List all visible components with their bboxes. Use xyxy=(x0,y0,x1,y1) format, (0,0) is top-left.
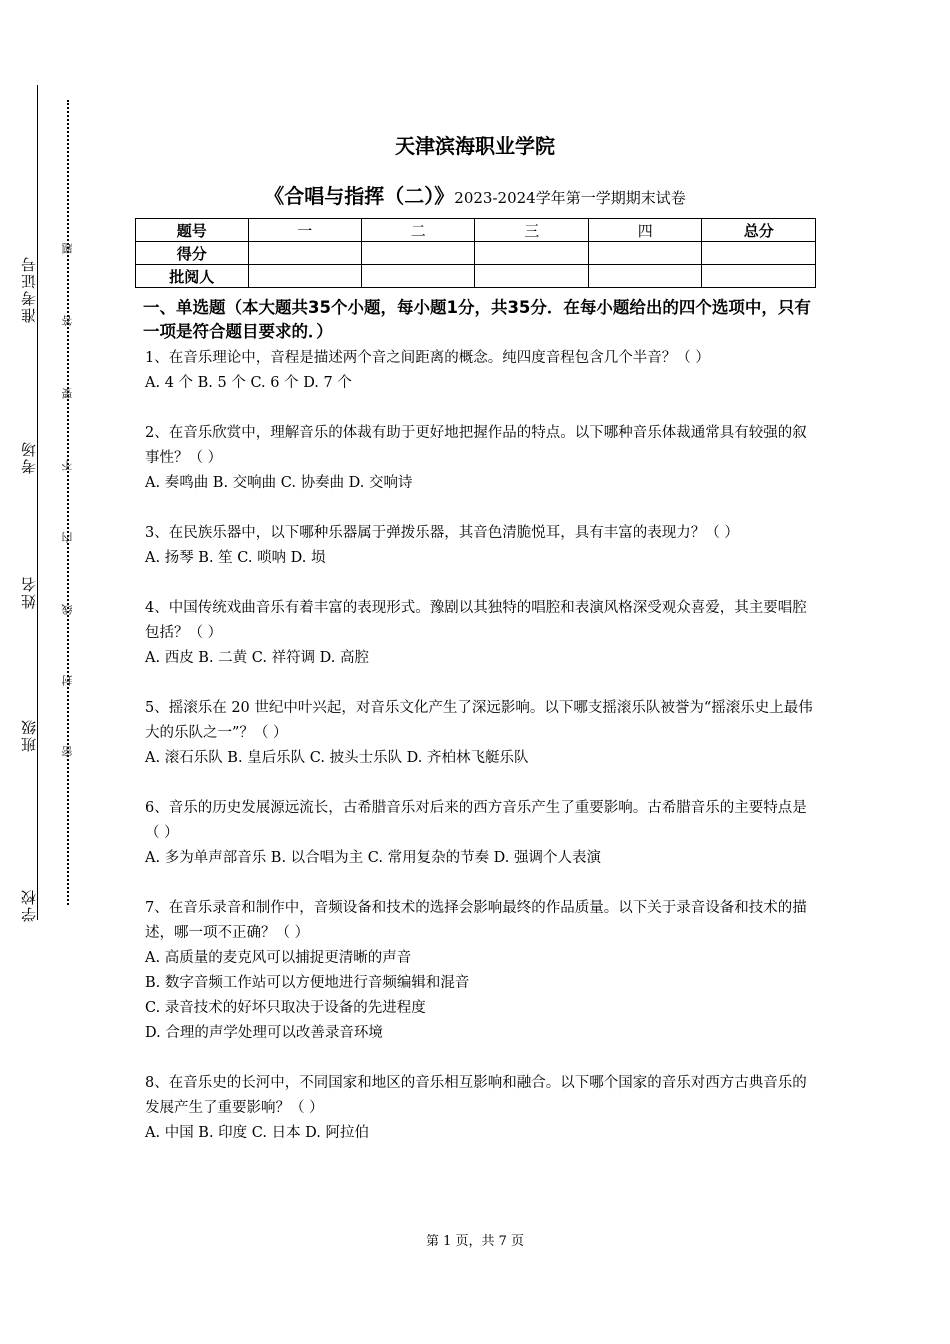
question-1 xyxy=(145,346,817,396)
question-stem: 2、在音乐欣赏中，理解音乐的体裁有助于更好地把握作品的特点。以下哪种音乐体裁通常具有较强的叙事性？（ ） xyxy=(145,425,807,466)
score-table-header-row xyxy=(136,219,816,242)
question-stem: 7、在音乐录音和制作中，音频设备和技术的选择会影响最终的作品质量。以下关于录音设备和技术的描述，哪一项不正确？（ ） xyxy=(145,900,807,941)
page-number: 第 1 页，共 7 页 xyxy=(425,1234,525,1249)
seal-char: 封 xyxy=(61,675,74,686)
score-cell xyxy=(475,265,588,288)
question-stem: 3、在民族乐器中，以下哪种乐器属于弹拨乐器，其音色清脆悦耳，具有丰富的表现力？（ ） xyxy=(145,525,739,541)
question-option-a: A. 高质量的麦克风可以捕捉更清晰的声音 xyxy=(145,950,412,966)
score-cell xyxy=(361,265,474,288)
question-options: A. 中国 B. 印度 C. 日本 D. 阿拉伯 xyxy=(145,1125,370,1141)
score-col-header: 题号 xyxy=(136,219,249,242)
score-cell xyxy=(361,242,474,265)
seal-char: 答 xyxy=(61,315,74,326)
question-options: A. 多为单声部音乐 B. 以合唱为主 C. 常用复杂的节奏 D. 强调个人表演 xyxy=(145,850,602,866)
school-title: 天津滨海职业学院 xyxy=(395,134,555,158)
question-7 xyxy=(145,896,817,1046)
exam-term: 2023-2024学年第一学期期末试卷 xyxy=(454,189,686,207)
seal-char: 密 xyxy=(61,746,74,757)
score-cell xyxy=(248,265,361,288)
score-cell xyxy=(588,265,701,288)
seal-char: 要 xyxy=(61,388,74,399)
exam-content xyxy=(145,296,817,1171)
seal-char: 题 xyxy=(61,243,74,254)
score-cell xyxy=(702,242,816,265)
exam-subtitle xyxy=(0,180,950,209)
question-5 xyxy=(145,696,817,771)
binding-field-exam-room: 考场 xyxy=(20,440,38,474)
question-options: A. 奏鸣曲 B. 交响曲 C. 协奏曲 D. 交响诗 xyxy=(145,475,413,491)
question-3 xyxy=(145,521,817,571)
question-options: A. 4 个 B. 5 个 C. 6 个 D. 7 个 xyxy=(145,375,352,391)
score-row-label: 得分 xyxy=(136,242,249,265)
question-8 xyxy=(145,1071,817,1146)
question-stem: 4、中国传统戏曲音乐有着丰富的表现形式。豫剧以其独特的唱腔和表演风格深受观众喜爱，其主要唱腔包括？（ ） xyxy=(145,600,807,641)
question-option-c: C. 录音技术的好坏只取决于设备的先进程度 xyxy=(145,1000,426,1016)
score-table xyxy=(135,218,816,288)
seal-char: 不 xyxy=(61,460,74,471)
score-table-row xyxy=(136,265,816,288)
binding-field-name: 姓名 xyxy=(20,575,38,609)
question-options: A. 扬琴 B. 笙 C. 唢呐 D. 埙 xyxy=(145,550,326,566)
binding-field-exam-id: 准考证号 xyxy=(20,255,38,323)
score-col-header: 总分 xyxy=(702,219,816,242)
seal-char: 内 xyxy=(61,532,74,543)
score-cell xyxy=(248,242,361,265)
binding-field-class: 班级 xyxy=(20,718,38,752)
question-options: A. 西皮 B. 二黄 C. 祥符调 D. 高腔 xyxy=(145,650,370,666)
binding-field-school: 学校 xyxy=(20,888,38,922)
binding-dotted-line xyxy=(67,100,69,905)
question-stem: 6、音乐的历史发展源远流长，古希腊音乐对后来的西方音乐产生了重要影响。古希腊音乐的主要特点是（ ） xyxy=(145,800,807,841)
question-2 xyxy=(145,421,817,496)
question-options: A. 滚石乐队 B. 皇后乐队 C. 披头士乐队 D. 齐柏林飞艇乐队 xyxy=(145,750,529,766)
binding-solid-line xyxy=(37,85,38,920)
score-row-label: 批阅人 xyxy=(136,265,249,288)
score-col-header: 三 xyxy=(475,219,588,242)
question-option-b: B. 数字音频工作站可以方便地进行音频编辑和混音 xyxy=(145,975,470,991)
question-stem: 8、在音乐史的长河中，不同国家和地区的音乐相互影响和融合。以下哪个国家的音乐对西方古典音乐的发展产生了重要影响？（ ） xyxy=(145,1075,807,1116)
question-option-d: D. 合理的声学处理可以改善录音环境 xyxy=(145,1025,383,1041)
score-cell xyxy=(475,242,588,265)
score-table-row xyxy=(136,242,816,265)
seal-char: 线 xyxy=(61,604,74,615)
section-heading: 一、单选题（本大题共35个小题，每小题1分，共35分．在每小题给出的四个选项中，只有一项是符合题目要求的．） xyxy=(143,298,811,341)
score-col-header: 一 xyxy=(248,219,361,242)
score-cell xyxy=(588,242,701,265)
score-col-header: 四 xyxy=(588,219,701,242)
question-4 xyxy=(145,596,817,671)
question-stem: 1、在音乐理论中，音程是描述两个音之间距离的概念。纯四度音程包含几个半音？（ ） xyxy=(145,350,710,366)
score-cell xyxy=(702,265,816,288)
score-col-header: 二 xyxy=(361,219,474,242)
question-stem: 5、摇滚乐在 20 世纪中叶兴起，对音乐文化产生了深远影响。以下哪支摇滚乐队被誉为“摇滚乐史上最伟大的乐队之一”？（ ） xyxy=(145,700,813,741)
course-name: 《合唱与指挥（二）》 xyxy=(264,184,455,208)
question-6 xyxy=(145,796,817,871)
